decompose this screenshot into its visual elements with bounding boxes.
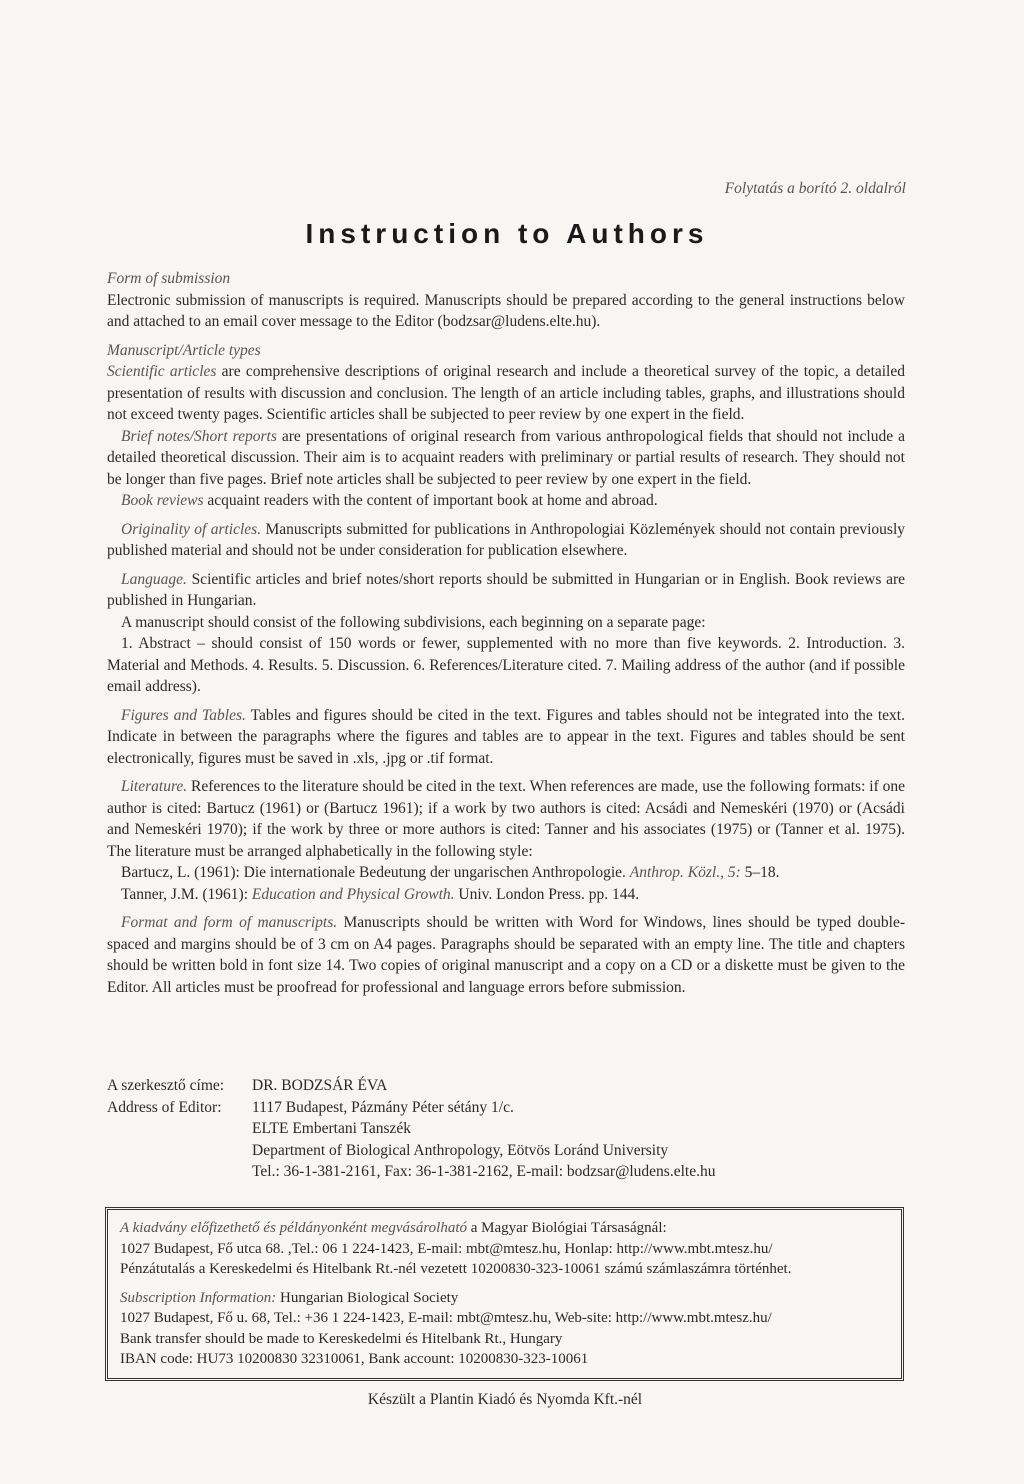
subscription-box — [105, 1207, 904, 1381]
subscription-hu-intro — [120, 1218, 889, 1239]
editor-address — [107, 1075, 905, 1183]
brief-notes-text: are presentations of original research from various anthropological fields that should not include a detailed theoretical discussion. Their aim is to acquaint readers with preliminary or partial results of research. They should not be longer than five pages. Brief note articles shall be subjected to peer review by one expert in the field. — [107, 427, 905, 488]
subscription-en-contact: 1027 Budapest, Fő u. 68, Tel.: +36 1 224-1423, E-mail: mbt@mtesz.hu, Web-site: http://www.mbt.mtesz.hu/ — [120, 1310, 772, 1326]
reference-2-publisher: Univ. London Press. pp. 144. — [454, 885, 640, 903]
figures-text: Tables and figures should be cited in the text. Figures and tables should not be integrated into the text. Indicate in between the paragraphs where the figures and tables are to appear in the text. Figures and tables should be sent electronically, figures must be saved in .xls, .jpg or .tif format. — [107, 706, 905, 767]
format-paragraph — [107, 912, 905, 998]
figures-paragraph — [107, 705, 905, 770]
editor-name: DR. BODZSÁR ÉVA — [252, 1077, 388, 1094]
scientific-articles-paragraph — [107, 361, 905, 426]
scientific-articles-term: Scientific articles — [107, 363, 217, 380]
reference-example-1 — [107, 862, 905, 884]
subdivisions-list: 1. Abstract – should consist of 150 words or fewer, supplemented with no more than five keywords. 2. Introduction. 3. Material and Methods. 4. Results. 5. Discussion. 6. References/Literature cited. 7. Mailing address of the author (and if possible email address). — [107, 635, 905, 695]
subscription-en-label: Subscription Information: — [120, 1289, 277, 1306]
figures-term: Figures and Tables. — [121, 706, 246, 724]
editor-address-line: 1117 Budapest, Pázmány Péter sétány 1/c. — [252, 1098, 514, 1116]
brief-notes-paragraph — [107, 426, 905, 491]
language-term: Language. — [121, 570, 187, 588]
format-term: Format and form of manuscripts. — [121, 914, 338, 931]
book-reviews-paragraph — [107, 490, 905, 512]
originality-text: Manuscripts submitted for publications in Anthropologiai Közlemények should not contain previously published material and should not be under consideration for publication elsewhere. — [107, 520, 906, 559]
brief-notes-term: Brief notes/Short reports — [121, 427, 277, 445]
reference-2-title: Education and Physical Growth. — [251, 885, 455, 903]
literature-paragraph — [107, 776, 905, 862]
reference-2-author: Tanner, J.M. (1961): — [121, 885, 252, 903]
printer-footer: Készült a Plantin Kiadó és Nyomda Kft.-nél — [367, 1391, 643, 1408]
form-heading: Form of submission — [107, 270, 231, 287]
editor-address-lines — [252, 1097, 905, 1183]
editor-address-line: Department of Biological Anthropology, Eötvös Loránd University — [252, 1141, 669, 1159]
originality-paragraph — [107, 519, 905, 562]
language-paragraph — [107, 569, 905, 612]
subscription-en-iban: IBAN code: HU73 10200830 32310061, Bank account: 10200830-323-10061 — [120, 1351, 589, 1367]
format-text: Manuscripts should be written with Word for Windows, lines should be typed double-spaced and margins should be of 3 cm on A4 pages. Paragraphs should be separated with an empty line. The title and chapters should be written bold in font size 14. Two copies of original manuscript and a copy on a CD or a diskette must be given to the Editor. All articles must be proofread for professional and language errors before submission. — [107, 914, 905, 996]
reference-1-pages: 5–18. — [740, 864, 780, 881]
book-reviews-term: Book reviews — [121, 492, 204, 509]
originality-term: Originality of articles. — [121, 520, 262, 538]
form-text: Electronic submission of manuscripts is required. Manuscripts should be prepared according to the general instructions below and attached to an email cover message to the Editor (bodzsar@ludens.elte.hu). — [107, 291, 905, 330]
language-text: Scientific articles and brief notes/short reports should be submitted in Hungarian or in English. Book reviews are published in Hungarian. — [107, 570, 905, 609]
literature-text: References to the literature should be cited in the text. When references are made, use the following formats: if one author is cited: Bartucz (1961) or (Bartucz 1961); if a work by two authors is cited: Acsádi and Nemeskéri (1970) or (Acsádi and Nemeskéri 1970); if the work by three or more authors is cited: Tanner and his associates (1975) or (Tanner et al. 1975). The literature must be arranged alphabetically in the following style: — [107, 778, 905, 860]
reference-1-journal: Anthrop. Közl., 5: — [629, 864, 741, 881]
subscription-en-org: Hungarian Biological Society — [276, 1289, 459, 1306]
instructions-body — [107, 268, 905, 998]
subscription-hu-bank: Pénzátutalás a Kereskedelmi és Hitelbank Rt.-nél vezetett 10200830-323-10061 számú számlaszámra történhet. — [120, 1261, 792, 1277]
book-reviews-text: acquaint readers with the content of important book at home and abroad. — [203, 492, 658, 509]
editor-label-hu: A szerkesztő címe: — [107, 1077, 225, 1094]
literature-term: Literature. — [121, 778, 188, 795]
subscription-hu-italic: A kiadvány előfizethető és példányonként megvásárolható — [120, 1220, 467, 1236]
continuation-note: Folytatás a borító 2. oldalról — [724, 180, 906, 197]
reference-1-author: Bartucz, L. (1961): Die internationale Bedeutung der ungarischen Anthropologie. — [121, 864, 630, 881]
editor-name-row — [107, 1075, 905, 1097]
page-title: Instruction to Authors — [305, 218, 709, 249]
editor-address-line: ELTE Embertani Tanszék — [252, 1120, 412, 1137]
subscription-en-intro — [120, 1288, 889, 1309]
subdivisions-intro: A manuscript should consist of the following subdivisions, each beginning on a separate page: — [121, 613, 706, 631]
types-heading: Manuscript/Article types — [107, 341, 261, 359]
editor-address-row — [107, 1097, 905, 1183]
subscription-hu-society: a Magyar Biológiai Társaságnál: — [467, 1220, 667, 1236]
subscription-hu-contact: 1027 Budapest, Fő utca 68. ,Tel.: 06 1 224-1423, E-mail: mbt@mtesz.hu, Honlap: http://www.mbt.mtesz.hu/ — [120, 1240, 773, 1257]
editor-address-line: Tel.: 36-1-381-2161, Fax: 36-1-381-2162, E-mail: bodzsar@ludens.elte.hu — [252, 1163, 716, 1180]
subscription-en-bank: Bank transfer should be made to Kereskedelmi és Hitelbank Rt., Hungary — [120, 1330, 563, 1347]
editor-label-en: Address of Editor: — [107, 1098, 222, 1116]
scientific-articles-text: are comprehensive descriptions of original research and include a theoretical survey of the topic, a detailed presentation of results with discussion and conclusion. The length of an article including tables, graphs, and illustrations should not exceed twenty pages. Scientific articles shall be subjected to peer review by one expert in the field. — [107, 363, 905, 423]
reference-example-2 — [107, 884, 905, 906]
